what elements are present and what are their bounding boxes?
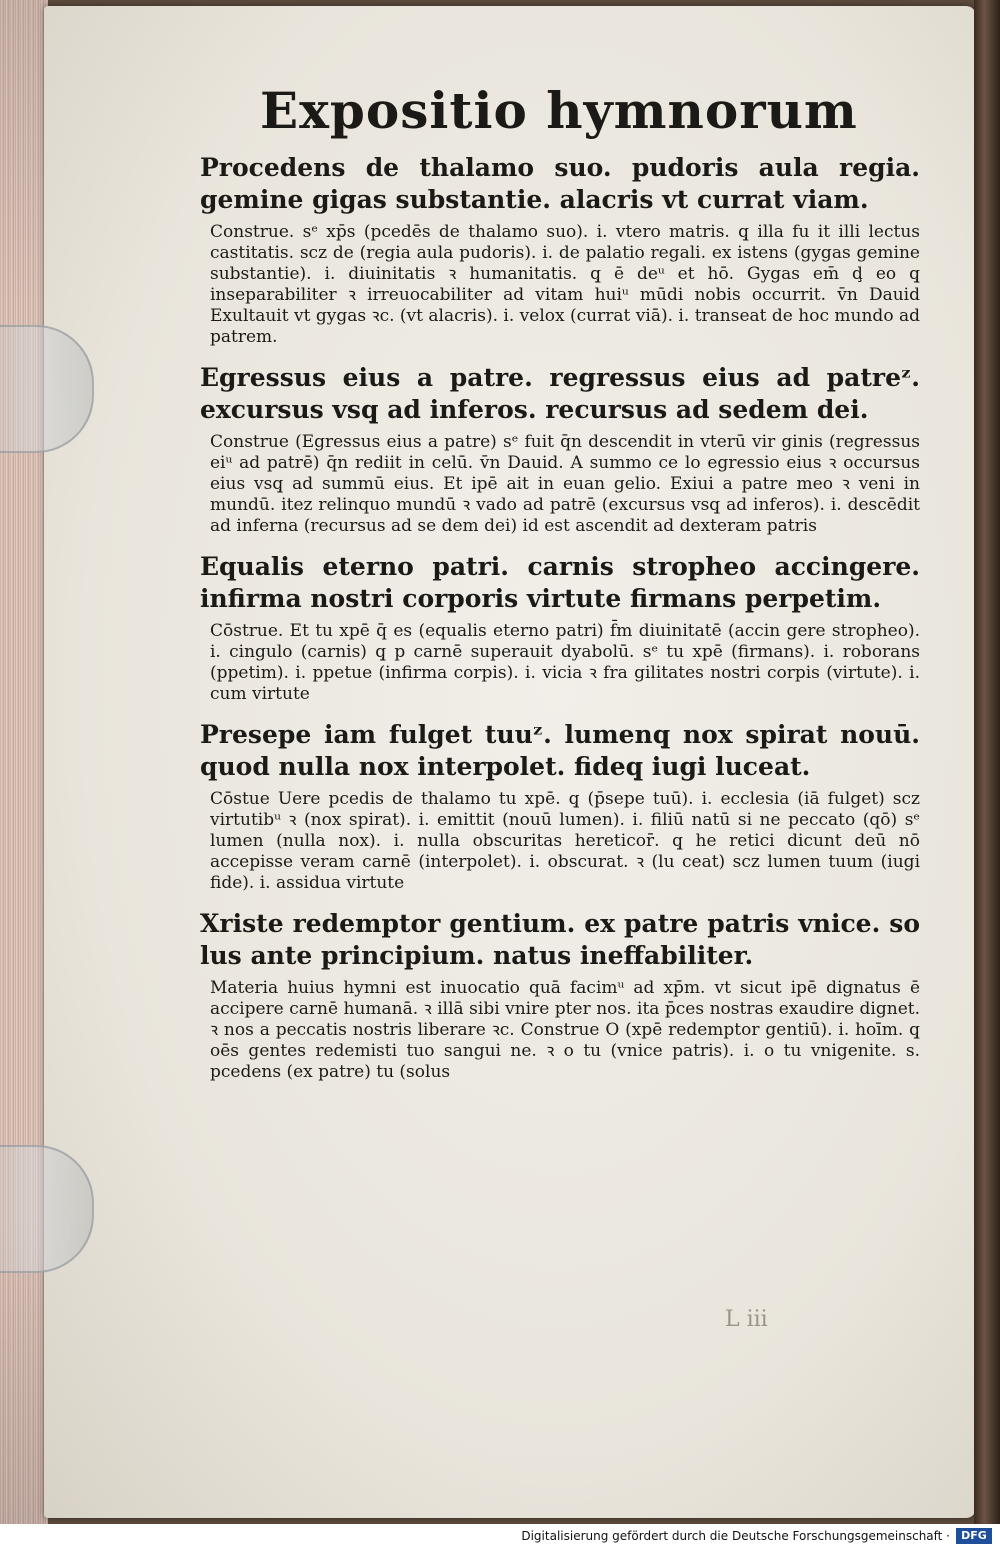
verse-commentary: Construe. sᵉ xp̄s (pcedēs de thalamo suo). i. vtero matris. q̧ illa fu it illi lectus castitatis. scz de (regia aula pudoris). i. de palatio regali. ex istens (gygas gemine substantie). i. diuinitatis ꝛ humanitatis. q̧ ē deᵘ et hō. Gygas em̄ ḑ eo q̧ inseparabiliter ꝛ irreuocabiliter ad vitam huiᵘ mūdi nobis occurrit. v̄n Dauid Exultauit vt gygas ꝛc. (vt alacris). i. velox (currat viā). i. transeat de hoc mundo ad patrem. [210,222,920,347]
verse-commentary: Materia huius hymni est inuocatio quā facimᵘ ad xp̄m. vt sicut ipē dignatus ē accipere carnē humanā. ꝛ illā sibi vnire pter nos. ita p̄ces nostras exaudire dignet. ꝛ nos a peccatis nostris liberare ꝛc. Construe O (xpē redemptor gentiū). i. hoīm. q̧ oēs gentes redemisti tuo sangui ne. ꝛ o tu (vnice patris). i. o tu vnigenite. s. pcedens (ex patre) tu (solus [210,978,920,1082]
signature-mark: L iii [725,1307,768,1332]
page-edges [0,0,48,1524]
footer-bar [0,1524,1000,1549]
hymn-verse: Procedens de thalamo suo. pudoris aula regia. gemine gigas substantie. alacris vt currat viam. [200,153,920,214]
dfg-logo-icon[interactable]: DFG [956,1528,992,1544]
verse-commentary: Cōstrue. Et tu xpē q̄ es (equalis eterno patri) f̄m diuinitatē (accin gere stropheo). i. cingulo (carnis) q̧ p carnē superauit dyabolū. sᵉ tu xpē (firmans). i. roborans (ppetim). i. ppetue (infirma corpis). i. vicia ꝛ fra gilitates nostri corpis (virtute). i. cum virtute [210,621,920,704]
hymn-verse: Egressus eius a patre. regressus eius ad patreᶻ. excursus vsq̧ ad inferos. recursus ad sedem dei. [200,363,920,424]
page-text [200,82,920,1097]
hymn-verse: Equalis eterno patri. carnis stropheo accingere. infirma nostri corporis virtute firmans perpetim. [200,552,920,613]
verse-commentary: Construe (Egressus eius a patre) sᵉ fuit q̄n descendit in vterū vir ginis (regressus eiᵘ ad patrē) q̄n rediit in celū. v̄n Dauid. A summo ce lo egressio eius ꝛ occursus eius vsq̧ ad summū eius. Et ipē ait in euan gelio. Exiui a patre meo ꝛ veni in mundū. itez relinquo mundū ꝛ vado ad patrē (excursus vsq̧ ad inferos). i. descēdit ad inferna (recursus ad se dem dei) id est ascendit ad dexteram patris [210,432,920,536]
footer-credit: Digitalisierung gefördert durch die Deutsche Forschungsgemeinschaft · [521,1529,950,1543]
verse-commentary: Cōstue Uere pcedis de thalamo tu xpē. q̧ (p̄sepe tuū). i. ecclesia (iā fulget) scz virtutibᵘ ꝛ (nox spirat). i. emittit (nouū lumen). i. filiū natū si ne peccato (qō) sᵉ lumen (nulla nox). i. nulla obscuritas hereticor̄. q̧ he retici dicunt deū nō accepisse veram carnē (interpolet). i. obscurat. ꝛ (lu ceat) scz lumen tuum (iugi fide). i. assidua virtute [210,789,920,893]
book-binding [974,0,1000,1524]
page-title: Expositio hymnorum [260,81,858,140]
hymn-verse: Xriste redemptor gentium. ex patre patris vnice. so lus ante principium. natus ineffabiliter. [200,909,920,970]
hymn-verse: Presepe iam fulget tuuᶻ. lumenq̧ nox spirat nouū. quod nulla nox interpolet. fideq̧ iugi luceat. [200,720,920,781]
